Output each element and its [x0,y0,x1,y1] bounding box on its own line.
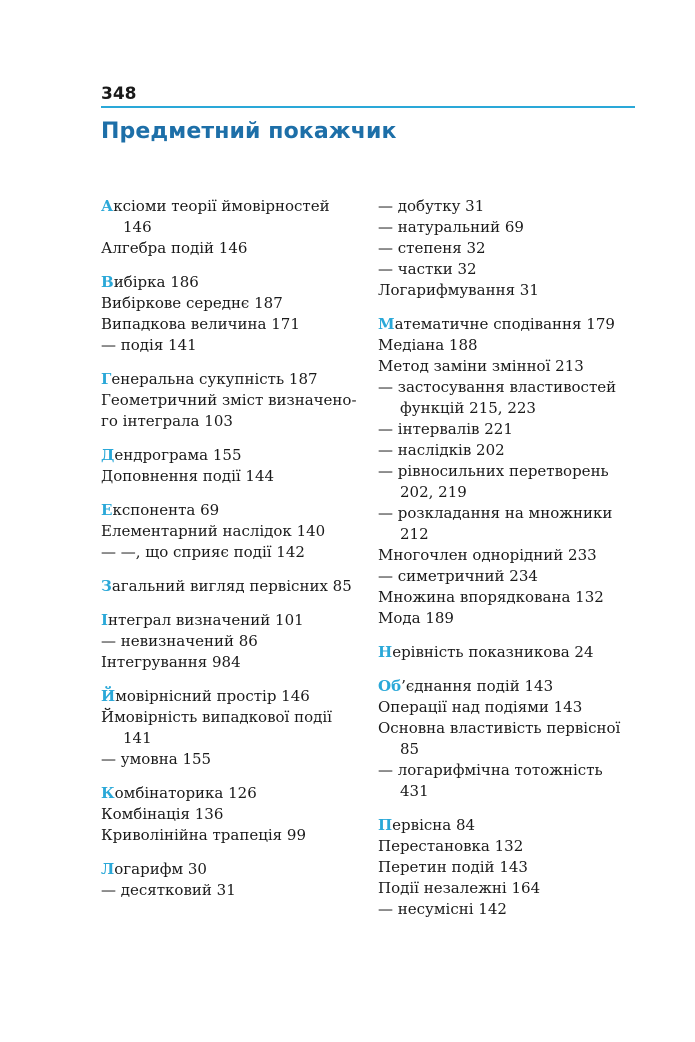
index-letter-group [101,445,363,487]
index-entry [101,390,363,411]
index-entry [101,686,363,707]
index-entry-text: омбінаторика 126 [114,784,257,802]
index-entry-text: Логарифмування 31 [378,281,539,299]
index-entry [378,676,640,697]
index-entry-text: атематичне сподівання 179 [394,315,615,333]
index-entry [378,878,640,899]
index-initial-letter: А [101,197,114,215]
index-entry-text: Мода 189 [378,609,454,627]
index-entry-text: ервісна 84 [392,816,476,834]
index-entry-text: Події незалежні 164 [378,879,541,897]
index-entry-text: — застосування властивостей [378,378,617,396]
index-entry [378,642,640,663]
index-entry-text: ’єднання подій 143 [401,677,554,695]
index-entry-continuation: функцій 215, 223 [400,399,536,417]
index-entry-text: мовірнісний простір 146 [115,687,310,705]
index-entry-text: — умовна 155 [101,750,212,768]
index-letter-group [101,369,363,432]
index-entry-text: Доповнення події 144 [101,467,275,485]
index-entry-text: Медіана 188 [378,336,478,354]
index-entry-text: — степеня 32 [378,239,486,257]
index-initial-letter: К [101,784,115,802]
index-entry [101,880,363,901]
index-entry-continuation: 146 [123,218,152,236]
index-entry-text: — частки 32 [378,260,477,278]
index-entry-text: Перетин подій 143 [378,858,528,876]
index-entry-text: огарифм 30 [114,860,207,878]
index-initial-letter: М [378,315,395,333]
index-entry-text: Інтегрування 984 [101,653,241,671]
index-letter-group [101,576,363,597]
index-entry-text: — —, що сприяє події 142 [101,543,305,561]
index-initial-letter: Об [378,677,402,695]
index-entry-text: Комбінація 136 [101,805,224,823]
index-entry [378,196,640,217]
index-entry-continuation: 431 [400,782,429,800]
index-letter-group [101,783,363,846]
index-entry-text: Вибіркове середнє 187 [101,294,283,312]
index-entry [101,542,363,563]
index-entry-text: Геометричний зміст визначено- [101,391,357,409]
index-entry-text: Многочлен однорідний 233 [378,546,597,564]
index-entry [378,314,640,335]
index-letter-group [378,314,640,629]
index-letter-group [101,272,363,356]
index-entry [101,804,363,825]
index-letter-group [101,500,363,563]
index-entry-text: — симетричний 234 [378,567,538,585]
index-entry [378,280,640,301]
index-entry-text: Метод заміни змінної 213 [378,357,584,375]
index-entry [101,610,363,631]
index-letter-group [378,815,640,920]
index-entry [101,859,363,880]
index-column-left [101,196,363,914]
index-entry [101,521,363,542]
index-entry [378,217,640,238]
index-entry [378,440,640,461]
index-entry [101,825,363,846]
index-entry [101,631,363,652]
index-entry [101,707,363,749]
index-entry [378,587,640,608]
index-letter-group [101,686,363,770]
index-entry [378,503,640,545]
index-letter-group [101,859,363,901]
index-entry [378,461,640,503]
index-entry [378,697,640,718]
index-initial-letter: Д [101,446,115,464]
index-entry [378,608,640,629]
index-entry-text: агальний вигляд первісних 85 [111,577,352,595]
index-initial-letter: І [101,611,109,629]
index-entry-text: ксіоми теорії ймовірностей [113,197,330,215]
index-entry [101,335,363,356]
index-entry-continuation: 212 [400,525,429,543]
index-entry [101,411,363,432]
index-initial-letter: Е [101,501,113,519]
index-entry-text: енеральна сукупність 187 [111,370,318,388]
index-entry-text: го інтеграла 103 [101,412,233,430]
index-entry [378,836,640,857]
index-entry-text: — рівносильних перетворень [378,462,609,480]
index-entry-text: кспонента 69 [112,501,220,519]
index-entry-text: Криволінійна трапеція 99 [101,826,306,844]
index-initial-letter: Г [101,370,112,388]
index-initial-letter: З [101,577,112,595]
index-entry [101,238,363,259]
index-entry-text: — подія 141 [101,336,197,354]
index-initial-letter: Л [101,860,115,878]
index-entry [378,419,640,440]
index-entry [378,545,640,566]
index-entry [378,857,640,878]
index-entry-text: — логарифмічна тотожність [378,761,603,779]
index-entry-text: Випадкова величина 171 [101,315,300,333]
header-rule [101,106,635,108]
index-letter-group [101,196,363,259]
index-entry [378,815,640,836]
index-entry [101,293,363,314]
index-entry [101,652,363,673]
index-entry-text: — добутку 31 [378,197,485,215]
index-entry-text: нтеграл визначений 101 [108,611,304,629]
index-entry-text: — невизначений 86 [101,632,258,650]
index-letter-group [101,610,363,673]
index-initial-letter: Н [378,643,393,661]
index-entry-text: — інтервалів 221 [378,420,513,438]
index-entry-text: Операції над подіями 143 [378,698,583,716]
index-entry [101,466,363,487]
index-entry-continuation: 85 [400,740,420,758]
index-entry [101,445,363,466]
index-entry-text: Алгебра подій 146 [101,239,248,257]
index-entry [378,335,640,356]
index-entry [378,566,640,587]
index-entry-text: Множина впорядкована 132 [378,588,604,606]
index-initial-letter: В [101,273,114,291]
index-entry-text: Основна властивість первісної [378,719,621,737]
index-entry-text: Перестановка 132 [378,837,524,855]
index-entry [101,369,363,390]
index-letter-group [378,676,640,802]
index-entry [378,377,640,419]
index-entry [101,749,363,770]
index-column-right [378,196,640,933]
index-entry-text: — натуральний 69 [378,218,524,236]
index-entry-text: — десятковий 31 [101,881,236,899]
index-entry-text: ерівність показникова 24 [392,643,594,661]
index-entry [101,196,363,238]
index-entry [101,500,363,521]
index-entry [378,259,640,280]
index-entry-text: ендрограма 155 [114,446,242,464]
index-entry-text: Ймовірність випадкової події [101,708,332,726]
index-letter-group [378,196,640,301]
index-entry-text: Елементарний наслідок 140 [101,522,326,540]
index-entry [378,760,640,802]
index-entry-continuation: 202, 219 [400,483,467,501]
index-initial-letter: П [378,816,393,834]
page-title: Предметний покажчик [101,119,397,144]
index-entry [101,314,363,335]
index-entry-text: — наслідків 202 [378,441,505,459]
index-entry-continuation: 141 [123,729,152,747]
index-entry [378,899,640,920]
index-entry [101,783,363,804]
index-letter-group [378,642,640,663]
index-entry [378,356,640,377]
index-entry-text: — розкладання на множники [378,504,613,522]
index-entry-text: — несумісні 142 [378,900,507,918]
page-number: 348 [101,84,137,104]
index-entry [101,272,363,293]
index-entry [378,238,640,259]
index-entry-text: ибірка 186 [113,273,199,291]
index-entry [378,718,640,760]
index-initial-letter: Й [101,687,116,705]
index-entry [101,576,363,597]
